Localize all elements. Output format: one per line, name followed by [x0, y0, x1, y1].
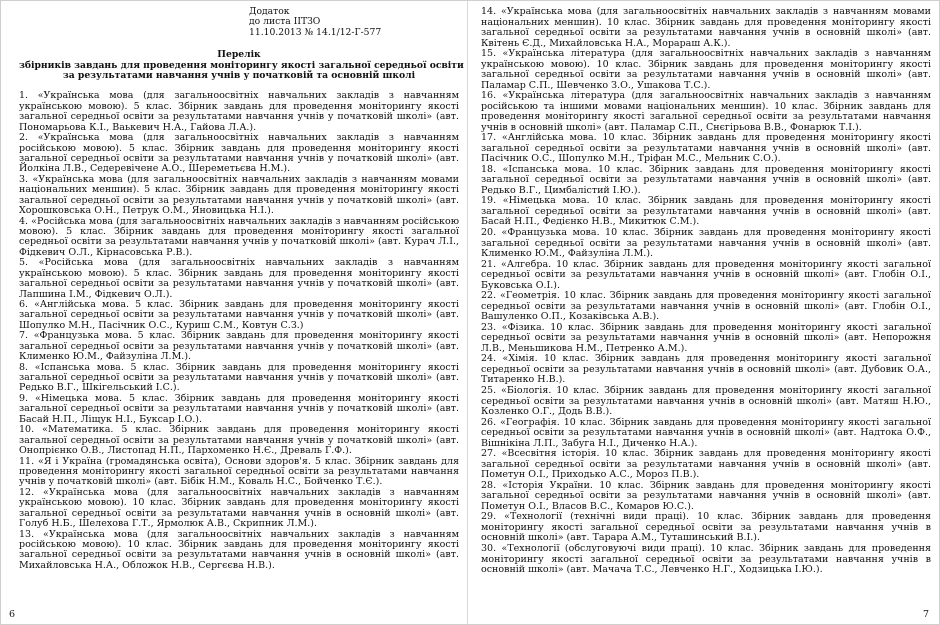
list-item: 5. «Російська мова (для загальноосвітніх навчальних закладів з навчанням українською мовою). 5 клас. Збірник завдань для проведення моніторингу якості загальної середньої освіти за результатами навчання учнів у початковій школі» (авт. Лапшина І.М., Фідкевич О.Л.). [19, 257, 459, 300]
list-item: 25. «Біологія. 10 клас. Збірник завдань для проведення моніторингу якості загальної середньої освіти за результатами навчання учнів в основній школі» (авт. Матяш Н.Ю., Козленко О.Г., Додь В.В.). [481, 385, 931, 418]
list-item: 1. «Українська мова (для загальноосвітніх навчальних закладів з навчанням українською мовою). 5 клас. Збірник завдань для проведення моніторингу якості загальної середньої освіти за результатами навчання учнів у початковій школі» (авт. Пономарьова К.І., Ваькевич Н.А., Гайова Л.А.). [19, 90, 459, 133]
list-item: 30. «Технології (обслуговуючі види праці). 10 клас. Збірник завдань для проведення моніторингу якості загальної середньої освіти за результатами навчання учнів в основній школі» (авт. Мачача Т.С., Левченко Н.Г., Ходзицька І.Ю.). [481, 543, 931, 575]
list-item: 4. «Російська мова (для загальноосвітніх навчальних закладів з навчанням російською мовою). 5 клас. Збірник завдань для проведення моніторингу якості загальної середньої освіти за результатами навчання учнів у початковій школі» (авт. Курач Л.І., Фідкевич О.Л., Кірнасовська Р.В.). [19, 215, 459, 258]
title-heading: Перелік [217, 49, 261, 61]
list-item: 7. «Французька мова. 5 клас. Збірник завдань для проведення моніторингу якості загальної середньої освіти за результатами навчання учнів у початковій школі» (авт. Клименко Ю.М., Файзуліна Л.М.). [19, 330, 459, 363]
list-item: 29. «Технології (технічні види праці). 10 клас. Збірник завдань для проведення моніторингу якості загальної середньої освіти за результатами навчання учнів в основній школі» (авт. Тарара А.М., Туташинський В.І.). [481, 511, 931, 544]
list-item: 23. «Фізика. 10 клас. Збірник завдань для проведення моніторингу якості загальної середньої освіти за результатами навчання учнів в основній школі» (авт. Непорожня Л.В., Меньшикова Н.М., Петренко А.М.). [481, 321, 931, 354]
list-item: 26. «Географія. 10 клас. Збірник завдань для проведення моніторингу якості загальної середньої освіти за результатами навчання учнів в основній школі» (авт. Надтока О.Ф., Вішнікіна Л.П., Забуга Н.І., Диченко Н.А.). [481, 416, 931, 449]
list-item: 2. «Українська мова (для загальноосвітніх навчальних закладів з навчанням російською мовою). 5 клас. Збірник завдань для проведення моніторингу якості загальної середньої освіти за результатами навчання учнів у початковій школі» (авт. Йолкіна Л.В., Седеревічене А.О., Шереметьєва Н.М.). [19, 132, 459, 175]
list-item: 27. «Всесвітня історія. 10 клас. Збірник завдань для проведення моніторингу якості загальної середньої освіти за результатами навчання учнів в основній школі» (авт. Пометун О.І., Приходько А.С., Мороз П.В.). [481, 448, 931, 481]
list-item: 15. «Українська література (для загальноосвітніх навчальних закладів з навчанням українською мовою). 10 клас. Збірник завдань для проведення моніторингу якості загальної середньої освіти за результатами навчання учнів в основній школі» (авт. Паламар С.П., Шевченко З.О., Ушакова Т.С.). [481, 48, 931, 91]
list-item: 6. «Англійська мова. 5 клас. Збірник завдань для проведення моніторингу якості загальної середньої освіти за результатами навчання учнів у початковій школі» (авт. Шопулко М.Н., Пасічник О.С., Куриш С.М., Ковтун С.З.) [19, 299, 459, 331]
title-subheading-line2: за результатами навчання учнів у початковій та основній школі [62, 70, 416, 82]
list-item: 10. «Математика. 5 клас. Збірник завдань для проведення моніторингу якості загальної середньої освіти за результатами навчання учнів у початковій школі» (авт. Онопрієнко О.В., Листопад Н.П., Пархоменко Н.Є., Древаль Г.Ф.). [19, 424, 459, 457]
page-gutter [467, 1, 468, 624]
list-item: 17. «Англійська мова. 10 клас. Збірник завдань для проведення моніторингу якості загальної середньої освіти за результатами навчання учнів в основній школі» (авт. Пасічник О.С., Шопулко М.Н., Тріфан М.С., Мельник С.О.). [481, 132, 931, 165]
annex-date-number: 11.10.2013 № 14.1/12-Г-577 [249, 26, 382, 38]
annex-label: Додаток [249, 6, 290, 17]
item-list-left [19, 91, 459, 571]
list-item: 22. «Геометрія. 10 клас. Збірник завдань для проведення моніторингу якості загальної середньої освіти за результатами навчання учнів в основній школі» (авт. Глобін О.І., Вашуленко О.П., Козаківська А.В.). [481, 290, 931, 323]
list-item: 11. «Я і Україна (громадянська освіта), Основи здоров'я. 5 клас. Збірник завдань для проведення моніторингу якості загальної середньої освіти за результатами навчання учнів у початковій школі» (авт. Бібік Н.М., Коваль Н.С., Бойченко Т.Є.). [19, 455, 459, 488]
list-item: 18. «Іспанська мова. 10 клас. Збірник завдань для проведення моніторингу якості загальної середньої освіти за результатами навчання учнів в основній школі» (авт. Редько В.Г., Цимбалістий І.Ю.). [481, 163, 931, 196]
title-subheading-line1: збірників завдань для проведення моніторингу якості загальної середньої освіти [19, 59, 464, 71]
list-item: 13. «Українська мова (для загальноосвітніх навчальних закладів з навчанням російською мовою). 10 клас. Збірник завдань для проведення моніторингу якості загальної середньої освіти за результатами навчання учнів в основній школі» (авт. Михайловська Н.А., Обложок Н.В., Сергєєва Н.В.). [19, 528, 459, 571]
annex-header [249, 7, 459, 38]
list-item: 21. «Алгебра. 10 клас. Збірник завдань для проведення моніторингу якості загальної середньої освіти за результатами навчання учнів в основній школі» (авт. Глобін О.І., Буковська О.І.). [481, 258, 931, 291]
page-number-right: 7 [922, 609, 929, 620]
list-item: 9. «Німецька мова. 5 клас. Збірник завдань для проведення моніторингу якості загальної середньої освіти за результатами навчання учнів у початковій школі» (авт. Басай Н.П., Ліщук Н.І., Буксар І.О.). [19, 392, 459, 425]
left-page [1, 1, 467, 624]
right-page [469, 1, 940, 624]
list-item: 28. «Історія України. 10 клас. Збірник завдань для проведення моніторингу якості загальної середньої освіти за результатами навчання учнів в основній школі» (авт. Пометун О.І., Власов В.С., Комаров Ю.С.). [481, 479, 931, 512]
document-title [19, 49, 464, 82]
list-item: 12. «Українська мова (для загальноосвітніх навчальних закладів з навчанням українською мовою). 10 клас. Збірник завдань для проведення моніторингу якості загальної середньої освіти за результатами навчання учнів в основній школі» (авт. Голуб Н.Б., Шелехова Г.Т., Ярмолюк А.В., Скрипник Л.М.). [19, 486, 459, 530]
list-item: 16. «Українська література (для загальноосвітніх навчальних закладів з навчанням російською та іншими мовами національних меншин). 10 клас. Збірник завдань для проведення моніторингу якості загальної середньої освіти за результатами навчання учнів в основній школі» (авт. Паламар С.П., Снєгірьова В.В., Фонарюк Т.І.). [481, 90, 931, 133]
list-item: 3. «Українська мова (для загальноосвітніх навчальних закладів з навчанням мовами національних меншин). 5 клас. Збірник завдань для проведення моніторингу якості загальної середньої освіти за результатами навчання учнів у початковій школі» (авт. Хорошковська О.Н., Петрук О.М., Яновицька Н.І.). [19, 173, 459, 217]
annex-reference: до листа ІІТЗО [249, 16, 321, 28]
list-item: 8. «Іспанська мова. 5 клас. Збірник завдань для проведення моніторингу якості загальної середньої освіти за результатами навчання учнів у початковій школі» (авт. Редько В.Г., Шкігельський І.С.). [19, 361, 459, 394]
item-list-right [481, 7, 931, 576]
list-item: 24. «Хімія. 10 клас. Збірник завдань для проведення моніторингу якості загальної середньої освіти за результатами навчання учнів в основній школі» (авт. Дубовик О.А., Титаренко Н.В.). [481, 353, 931, 386]
list-item: 14. «Українська мова (для загальноосвітніх навчальних закладів з навчанням мовами національних меншин). 10 клас. Збірник завдань для проведення моніторингу якості загальної середньої освіти за результатами навчання учнів в основній школі» (авт. Квітень Є.Д., Михайловська Н.А., Морараш А.К.). [481, 6, 931, 49]
list-item: 20. «Французька мова. 10 клас. Збірник завдань для проведення моніторингу якості загальної середньої освіти за результатами навчання учнів в основній школі» (авт. Клименко Ю.М., Файзуліна Л.М.). [481, 227, 931, 260]
page-number-left: 6 [9, 609, 16, 620]
list-item: 19. «Німецька мова. 10 клас. Збірник завдань для проведення моніторингу якості загальної середньої освіти за результатами навчання учнів в основній школі» (авт. Басай Н.П., Федієнко Н.В., Микитюк С.М.). [481, 195, 931, 228]
